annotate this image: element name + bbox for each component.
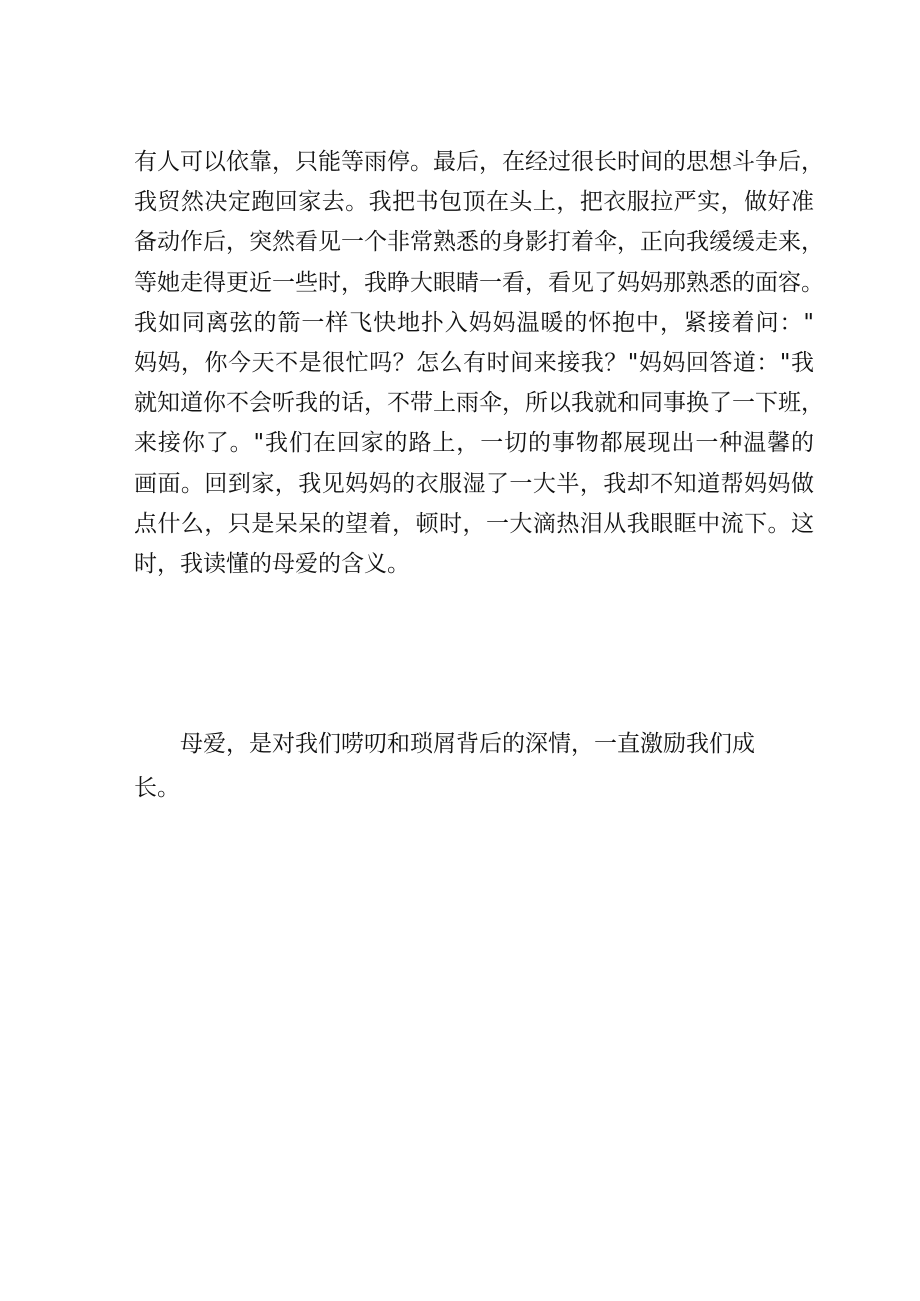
paragraph-line: 妈妈，你今天不是很忙吗？怎么有时间来接我？"妈妈回答道："我 [134,349,814,376]
paragraph-line: 有人可以依靠，只能等雨停。最后，在经过很长时间的思想斗争后， [134,149,824,175]
paragraph-line: 母爱，是对我们唠叨和琐屑背后的深情，一直激励我们成 [180,731,755,757]
paragraph-1 [134,142,824,584]
paragraph-2 [134,722,814,810]
paragraph-line: 备动作后，突然看见一个非常熟悉的身影打着伞，正向我缓缓走来， [134,229,824,256]
paragraph-line: 等她走得更近一些时，我睁大眼睛一看，看见了妈妈那熟悉的面容。 [134,269,824,296]
paragraph-line: 点什么，只是呆呆的望着，顿时，一大滴热泪从我眼眶中流下。这 [134,510,814,537]
paragraph-line: 我如同离弦的箭一样飞快地扑入妈妈温暖的怀抱中，紧接着问：" [134,309,814,336]
paragraph-line: 画面。回到家，我见妈妈的衣服湿了一大半，我却不知道帮妈妈做 [134,470,814,497]
paragraph-line: 就知道你不会听我的话，不带上雨伞，所以我就和同事换了一下班， [134,390,824,417]
paragraph-line: 我贸然决定跑回家去。我把书包顶在头上，把衣服拉严实，做好准 [134,189,814,216]
paragraph-line: 来接你了。"我们在回家的路上，一切的事物都展现出一种温馨的 [134,430,814,457]
paragraph-line: 长。 [134,775,180,801]
paragraph-line: 时，我读懂的母爱的含义。 [134,550,410,577]
